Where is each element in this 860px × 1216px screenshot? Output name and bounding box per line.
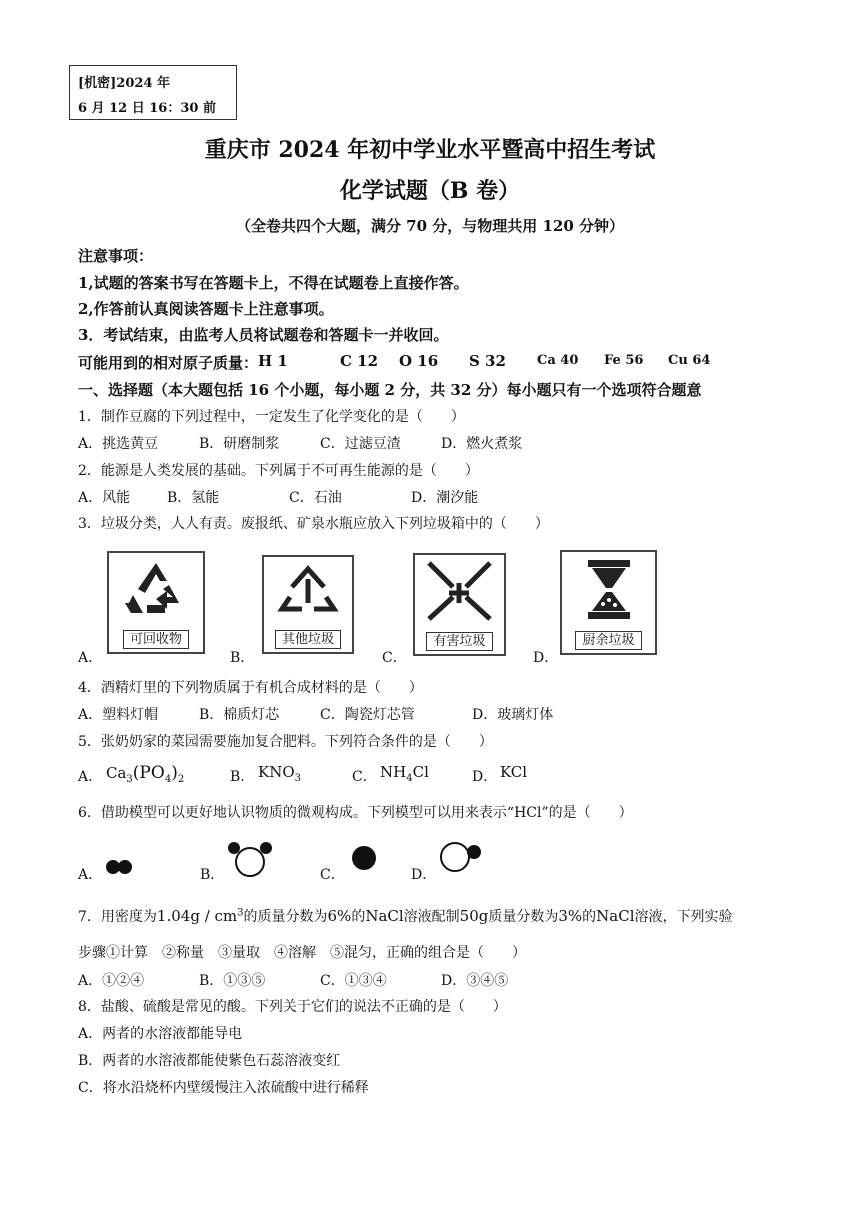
q5-option-d-label: D．	[472, 769, 498, 785]
q8-option-a: A．两者的水溶液都能导电	[78, 1026, 243, 1042]
model-a-image	[104, 858, 136, 876]
q1-stem: 1．制作豆腐的下列过程中，一定发生了化学变化的是（ ）	[78, 409, 465, 425]
q6-stem: 6．借助模型可以更好地认识物质的微观构成。下列模型可以用来表示“HCl”的是（ ）	[78, 805, 633, 821]
q3-option-c: C．	[382, 650, 407, 666]
atomic-mass-h: H 1	[258, 352, 288, 370]
confidential-line2: 6 月 12 日 16：30 前	[78, 101, 216, 116]
q4-option-c: C．陶瓷灯芯管	[320, 707, 415, 723]
hazardous-icon	[415, 557, 504, 627]
q4-option-a: A．塑料灯帽	[78, 707, 159, 723]
q7-option-d: D．③④⑤	[441, 973, 509, 989]
q2-option-c: C．石油	[289, 490, 342, 506]
atomic-mass-fe: Fe 56	[604, 353, 644, 368]
atomic-mass-ca: Ca 40	[537, 353, 579, 368]
q5-stem: 5．张奶奶家的菜园需要施加复合肥料。下列符合条件的是（ ）	[78, 734, 493, 750]
notice-item-3: 3．考试结束，由监考人员将试题卷和答题卡一并收回。	[78, 326, 449, 344]
q5-formula-a: $Ca_3(PO_4)_2$	[106, 763, 185, 785]
q7-option-c: C．①③④	[320, 973, 387, 989]
q1-option-c: C．过滤豆渣	[320, 436, 401, 452]
q1-option-b: B．研磨制浆	[199, 436, 280, 452]
kitchen-waste-bin-image	[560, 550, 657, 655]
model-b-image	[226, 840, 274, 880]
q7-stem-line2: 步骤①计算 ②称量 ③量取 ④溶解 ⑤混匀，正确的组合是（ ）	[78, 945, 526, 961]
notice-item-2: 2,作答前认真阅读答题卡上注意事项。	[78, 300, 334, 318]
q5-option-a-label: A．	[78, 769, 103, 785]
q4-stem: 4．酒精灯里的下列物质属于有机合成材料的是（ ）	[78, 680, 423, 696]
exam-note: （全卷共四个大题，满分 70 分，与物理共用 120 分钟）	[235, 217, 625, 235]
model-d-image	[438, 838, 486, 874]
q4-option-d: D．玻璃灯体	[472, 707, 554, 723]
atomic-mass-o: O 16	[399, 352, 439, 370]
q8-option-b: B．两者的水溶液都能使紫色石蕊溶液变红	[78, 1053, 341, 1069]
exam-title: 重庆市 2024 年初中学业水平暨高中招生考试	[204, 137, 656, 163]
q7-option-b: B．①③⑤	[199, 973, 266, 989]
notice-heading: 注意事项：	[78, 247, 154, 265]
q2-stem: 2．能源是人类发展的基础。下列属于不可再生能源的是（ ）	[78, 463, 479, 479]
atomic-mass-label: 可能用到的相对原子质量：	[78, 354, 259, 372]
other-waste-icon	[264, 559, 352, 625]
recyclable-bin-image	[107, 551, 205, 654]
q2-option-d: D．潮汐能	[411, 490, 479, 506]
q5-formula-d: KCl	[500, 763, 528, 781]
q6-option-a: A．	[78, 867, 103, 883]
q1-option-a: A．挑选黄豆	[78, 436, 159, 452]
kitchen-waste-icon	[562, 554, 655, 626]
recycle-icon	[109, 555, 203, 625]
q5-option-c-label: C．	[352, 769, 377, 785]
q7-stem-line1: 7．用密度为$1.04g / cm^3$的质量分数为6%的NaCl溶液配制50g质量分数为3%的NaCl溶液，下列实验	[78, 907, 733, 925]
q3-option-b: B．	[230, 650, 255, 666]
q6-option-c: C．	[320, 867, 345, 883]
q7-option-a: A．①②④	[78, 973, 145, 989]
q6-option-d: D．	[411, 867, 437, 883]
confidential-line1: [机密]2024 年	[78, 76, 171, 91]
other-waste-bin-image	[262, 555, 354, 654]
q3-stem: 3．垃圾分类，人人有责。废报纸、矿泉水瓶应放入下列垃圾箱中的（ ）	[78, 516, 549, 532]
q3-option-d: D．	[533, 650, 559, 666]
bin-label-recyclable: 可回收物	[109, 628, 203, 647]
bin-label-hazardous: 有害垃圾	[415, 630, 504, 649]
q8-option-c: C．将水沿烧杯内壁缓慢注入浓硫酸中进行稀释	[78, 1080, 369, 1096]
bin-label-other: 其他垃圾	[264, 628, 352, 647]
notice-item-1: 1,试题的答案书写在答题卡上，不得在试题卷上直接作答。	[78, 274, 469, 292]
q5-formula-c: $NH_4Cl$	[380, 763, 429, 784]
q4-option-b: B．棉质灯芯	[199, 707, 280, 723]
q2-option-b: B．氢能	[167, 490, 220, 506]
q5-formula-b: $KNO_3$	[258, 763, 302, 784]
confidential-box	[69, 65, 237, 120]
atomic-mass-cu: Cu 64	[668, 353, 711, 368]
model-c-image	[350, 844, 378, 872]
hazardous-bin-image	[413, 553, 506, 656]
section-heading: 一、选择题（本大题包括 16 个小题，每小题 2 分，共 32 分）每小题只有一个选项符合题意	[78, 381, 702, 399]
exam-subtitle: 化学试题（B 卷）	[339, 178, 521, 204]
q5-option-b-label: B．	[230, 769, 255, 785]
q1-option-d: D．燃火煮浆	[441, 436, 523, 452]
q6-option-b: B．	[200, 867, 225, 883]
atomic-mass-s: S 32	[469, 352, 506, 370]
atomic-mass-c: C 12	[340, 352, 379, 370]
q2-option-a: A．风能	[78, 490, 131, 506]
q8-stem: 8．盐酸、硫酸是常见的酸。下列关于它们的说法不正确的是（ ）	[78, 999, 507, 1015]
q3-option-a: A．	[78, 650, 103, 666]
bin-label-kitchen: 厨余垃圾	[562, 629, 655, 648]
